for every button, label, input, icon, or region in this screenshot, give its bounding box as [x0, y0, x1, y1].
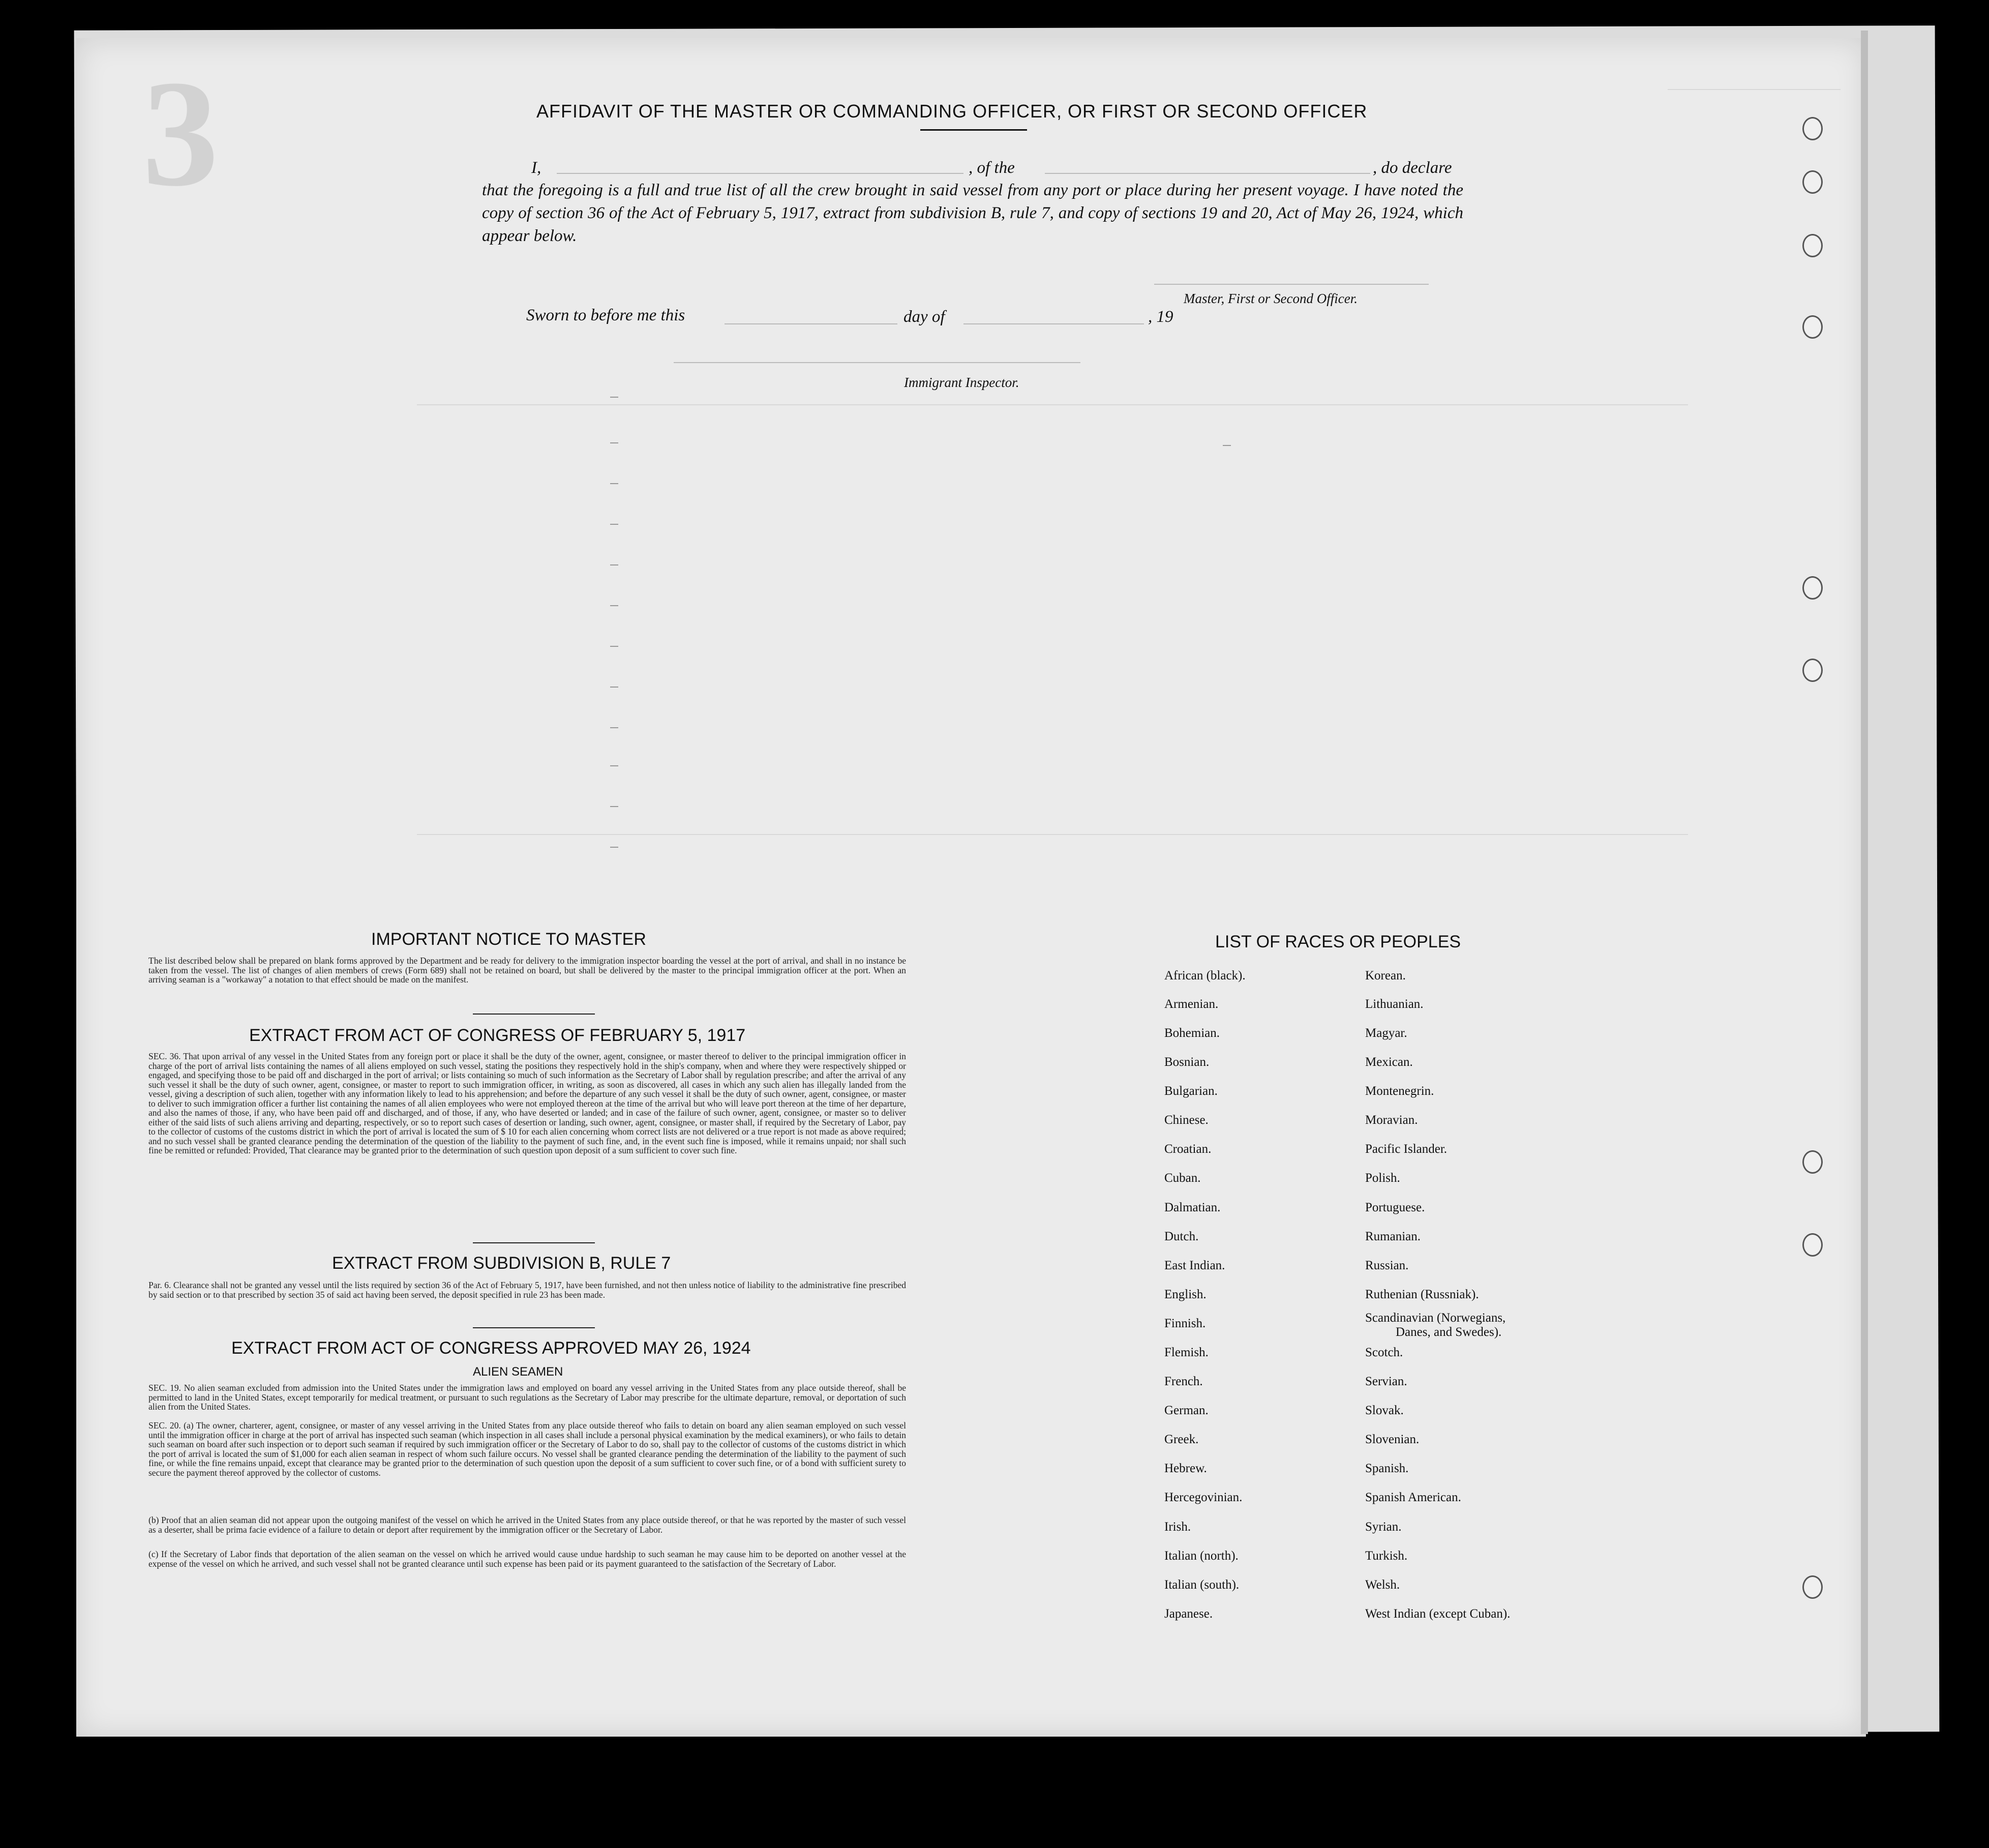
bleed-through-rule	[1668, 89, 1841, 90]
paper-sheet	[76, 38, 1866, 1737]
race-item: Bosnian.	[1164, 1055, 1210, 1069]
race-item: Hercegovinian.	[1164, 1491, 1243, 1504]
race-item: Polish.	[1365, 1171, 1400, 1185]
section-20b-text: (b) Proof that an alien seaman did not appear upon the outgoing manifest of the vessel on which he arrived in the United States from any place outside thereof, or that he was reported by the master of such vessel as a deserter, shall be prima facie evidence of a failure to detain or deport after requirement by the immigration officer or the Secretary of Labor.	[148, 1515, 906, 1535]
affidavit-i-label: I,	[531, 159, 541, 177]
race-item: Italian (south).	[1164, 1578, 1240, 1592]
race-item: Ruthenian (Russniak).	[1365, 1288, 1479, 1301]
race-item: Pacific Islander.	[1365, 1142, 1448, 1156]
bleed-through-rule	[417, 404, 1688, 405]
stray-mark	[610, 524, 618, 525]
extract-1917-title: EXTRACT FROM ACT OF CONGRESS OF FEBRUARY 5, 1917	[249, 1026, 746, 1045]
section-divider	[473, 1014, 595, 1015]
race-item: English.	[1164, 1288, 1207, 1301]
stray-mark	[610, 806, 618, 807]
race-item: Croatian.	[1164, 1142, 1212, 1156]
race-item: Scandinavian (Norwegians,	[1365, 1311, 1506, 1325]
race-item: West Indian (except Cuban).	[1365, 1607, 1511, 1621]
affidavit-body: that the foregoing is a full and true list of all the crew brought in said vessel from any port or place during her present voyage. I have noted the copy of section 36 of the Act of February 5, 1917, extract from subdivision B, rule 7, and copy of sections 19 and 20, Act of May 26, 1924, which appear below.	[482, 181, 1463, 245]
inspector-label: Immigrant Inspector.	[904, 375, 1019, 390]
binder-hole	[1802, 659, 1823, 682]
section-20c-text: (c) If the Secretary of Labor finds that deportation of the alien seaman on the vessel on which he arrived would cause undue hardship to such seaman he may cause him to be deported on another vessel at the expense of the vessel on which he arrived, and such vessel shall not be granted clearance until such expense has been paid or its payment guaranteed to the satisfaction of the Secretary of Labor.	[148, 1549, 906, 1569]
sheet-edge	[1861, 31, 1868, 1734]
binder-hole	[1802, 117, 1823, 140]
race-item: African (black).	[1164, 969, 1246, 982]
year-label: , 19	[1148, 308, 1173, 326]
stray-mark	[610, 564, 618, 565]
race-item: Spanish American.	[1365, 1491, 1461, 1504]
binder-hole	[1802, 576, 1823, 600]
binder-hole	[1802, 1575, 1823, 1599]
title-underline	[920, 129, 1027, 131]
stray-mark	[610, 605, 618, 606]
sworn-to-label: Sworn to before me this	[526, 306, 685, 324]
race-item: Hebrew.	[1164, 1462, 1207, 1475]
race-item: Slovenian.	[1365, 1433, 1420, 1446]
race-item: Russian.	[1365, 1259, 1409, 1272]
affidavit-of-the: , of the	[969, 159, 1015, 177]
race-item: Spanish.	[1365, 1462, 1409, 1475]
race-item: East Indian.	[1164, 1259, 1225, 1272]
race-item: Armenian.	[1164, 997, 1219, 1011]
stray-mark	[610, 727, 618, 728]
race-item: French.	[1164, 1375, 1203, 1388]
race-item: Irish.	[1164, 1520, 1191, 1534]
race-item: Magyar.	[1365, 1026, 1407, 1040]
race-item: Portuguese.	[1365, 1201, 1425, 1214]
race-item: Chinese.	[1164, 1113, 1209, 1127]
binder-hole	[1802, 1233, 1823, 1257]
extract-rule7-title: EXTRACT FROM SUBDIVISION B, RULE 7	[332, 1254, 671, 1273]
stray-mark	[610, 847, 618, 848]
race-item: Greek.	[1164, 1433, 1199, 1446]
day-of-label: day of	[903, 308, 945, 326]
binder-hole	[1802, 170, 1823, 194]
race-item: Turkish.	[1365, 1549, 1408, 1563]
section-divider	[473, 1327, 595, 1328]
race-item: Cuban.	[1164, 1171, 1201, 1185]
race-item: Dutch.	[1164, 1230, 1199, 1243]
race-item: Bohemian.	[1164, 1026, 1220, 1040]
bleed-through-numeral: 3	[142, 49, 219, 218]
race-item: Scotch.	[1365, 1346, 1403, 1359]
signature-line	[1154, 284, 1429, 285]
race-item: Bulgarian.	[1164, 1084, 1218, 1098]
race-item: Korean.	[1365, 969, 1406, 982]
race-item: Italian (north).	[1164, 1549, 1239, 1563]
affidavit-do-declare: , do declare	[1373, 159, 1452, 177]
races-title: LIST OF RACES OR PEOPLES	[1215, 932, 1461, 951]
race-item: Welsh.	[1365, 1578, 1400, 1592]
race-item: Mexican.	[1365, 1055, 1413, 1069]
race-item: Slovak.	[1365, 1404, 1404, 1417]
notice-title: IMPORTANT NOTICE TO MASTER	[371, 930, 646, 949]
race-item: Montenegrin.	[1365, 1084, 1434, 1098]
master-signature-label: Master, First or Second Officer.	[1184, 291, 1358, 306]
month-blank	[963, 323, 1144, 324]
section-20a-text: SEC. 20. (a) The owner, charterer, agent, consignee, or master of any vessel arriving in the United States from any place outside thereof who fails to detain on board any alien seaman employed on such vessel until the immigration officer in charge at the port of arrival has inspected such seaman (which inspection in all cases shall include a personal physical examination by the medical examiners), or who fails to detain such seaman on board after such inspection or to deport such seaman if required by such immigration officer or the Secretary of Labor to do so, shall pay to the collector of customs of the customs district in which the port of arrival is located the sum of $1,000 for each alien seaman in respect of whom such failure occurs. No vessel shall be granted clearance pending the determination of the liability to the payment of such fine, or while the fine remains unpaid, except that clearance may be granted prior to the determination of such question upon the deposit of a sum sufficient to cover such fine, or of a bond with sufficient surety to secure the payment thereof approved by the collector of customs.	[148, 1420, 906, 1478]
binder-hole	[1802, 1150, 1823, 1174]
race-item: German.	[1164, 1404, 1209, 1417]
race-item: Danes, and Swedes).	[1396, 1325, 1502, 1339]
stray-mark	[610, 442, 618, 443]
stray-mark	[610, 646, 618, 647]
bleed-through-rule	[417, 834, 1688, 835]
race-item: Flemish.	[1164, 1346, 1209, 1359]
vessel-blank	[1045, 173, 1370, 174]
name-blank	[557, 173, 963, 174]
stray-mark	[1223, 445, 1231, 446]
section-divider	[473, 1242, 595, 1243]
stray-mark	[610, 483, 618, 484]
section-19-text: SEC. 19. No alien seaman excluded from admission into the United States under the immigration laws and employed on board any vessel arriving in the United States from any place outside thereof, shall be permitted to land in the United States, except temporarily for medical treatment, or pursuant to such regulations as the Secretary of Labor may prescribe for the ultimate departure, removal, or deportation of such alien from the United States.	[148, 1383, 906, 1412]
race-item: Rumanian.	[1365, 1230, 1421, 1243]
alien-seamen-subtitle: ALIEN SEAMEN	[473, 1365, 563, 1379]
binder-hole	[1802, 315, 1823, 339]
day-blank	[725, 323, 897, 324]
race-item: Lithuanian.	[1365, 997, 1424, 1011]
binder-hole	[1802, 234, 1823, 257]
extract-1917-text: SEC. 36. That upon arrival of any vessel in the United States from any foreign port or place it shall be the duty of the owner, agent, consignee, or master thereof to deliver to the principal immigration officer in charge of the port of arrival lists containing the names of all aliens employed on such vessel, stating the positions they respectively hold in the ship's company, when and where they were respectively shipped or engaged, and specifying those to be paid off and discharged in the port of arrival; or lists containing so much of such information as the Secretary of Labor shall by regulation prescribe; and after the arrival of any such vessel it shall be the duty of such owner, agent, consignee, or master to report to such immigration officer, in writing, as soon as discovered, all cases in which any such alien has illegally landed from the vessel, giving a description of such alien, together with any information likely to lead to his apprehension; and before the departure of any such vessel it shall be the duty of such owner, agent, consignee, or master to deliver to such immigration officer a further list containing the names of all alien employees who were not employed thereon at the time of the arrival but who will leave port thereon at the time of her departure, and also the names of those, if any, who have been paid off and discharged, and of those, if any, who have deserted or landed; and in case of the failure of such owner, agent, consignee, or master so to deliver either of the said lists of such aliens arriving and departing, respectively, or so to report such cases of desertion or landing, such owner, agent, consignee, or master shall, if required by the Secretary of Labor, pay to the collector of customs of the customs district in which the port of arrival is located the sum of $ 10 for each alien concerning whom correct lists are not delivered or a true report is not made as above required; and no such vessel shall be granted clearance pending the determination of the question of the liability to the payment of such fine, and, in the event such fine is imposed, while it remains unpaid; nor shall such fine be remitted or refunded: Provided, That clearance may be granted prior to the determination of such question upon deposit of a sum sufficient to cover such fine.	[148, 1051, 906, 1155]
stray-mark	[610, 765, 618, 766]
extract-rule7-text: Par. 6. Clearance shall not be granted any vessel until the lists required by section 36 of the Act of February 5, 1917, have been furnished, and not then unless notice of liability to the administrative fine prescribed by said section or to that prescribed by section 35 of said act having been served, the deposit specified in rule 23 has been made.	[148, 1280, 906, 1300]
stray-mark	[610, 397, 618, 398]
race-item: Servian.	[1365, 1375, 1407, 1388]
inspector-signature-line	[674, 362, 1080, 363]
race-item: Finnish.	[1164, 1317, 1206, 1330]
race-item: Syrian.	[1365, 1520, 1402, 1534]
race-item: Moravian.	[1365, 1113, 1418, 1127]
affidavit-title: AFFIDAVIT OF THE MASTER OR COMMANDING OFFICER, OR FIRST OR SECOND OFFICER	[536, 101, 1368, 122]
notice-text: The list described below shall be prepared on blank forms approved by the Department and be ready for delivery to the immigration inspector boarding the vessel at the port of arrival, and shall in no instance be taken from the vessel. The list of changes of alien members of crews (Form 689) shall not be retained on board, but shall be delivered by the master to the principal immigration officer at the port. When an arriving seaman is a "workaway" a notation to that effect should be made on the manifest.	[148, 956, 906, 985]
race-item: Dalmatian.	[1164, 1201, 1221, 1214]
extract-1924-title: EXTRACT FROM ACT OF CONGRESS APPROVED MAY 26, 1924	[231, 1338, 751, 1358]
stray-mark	[610, 687, 618, 688]
race-item: Japanese.	[1164, 1607, 1213, 1621]
